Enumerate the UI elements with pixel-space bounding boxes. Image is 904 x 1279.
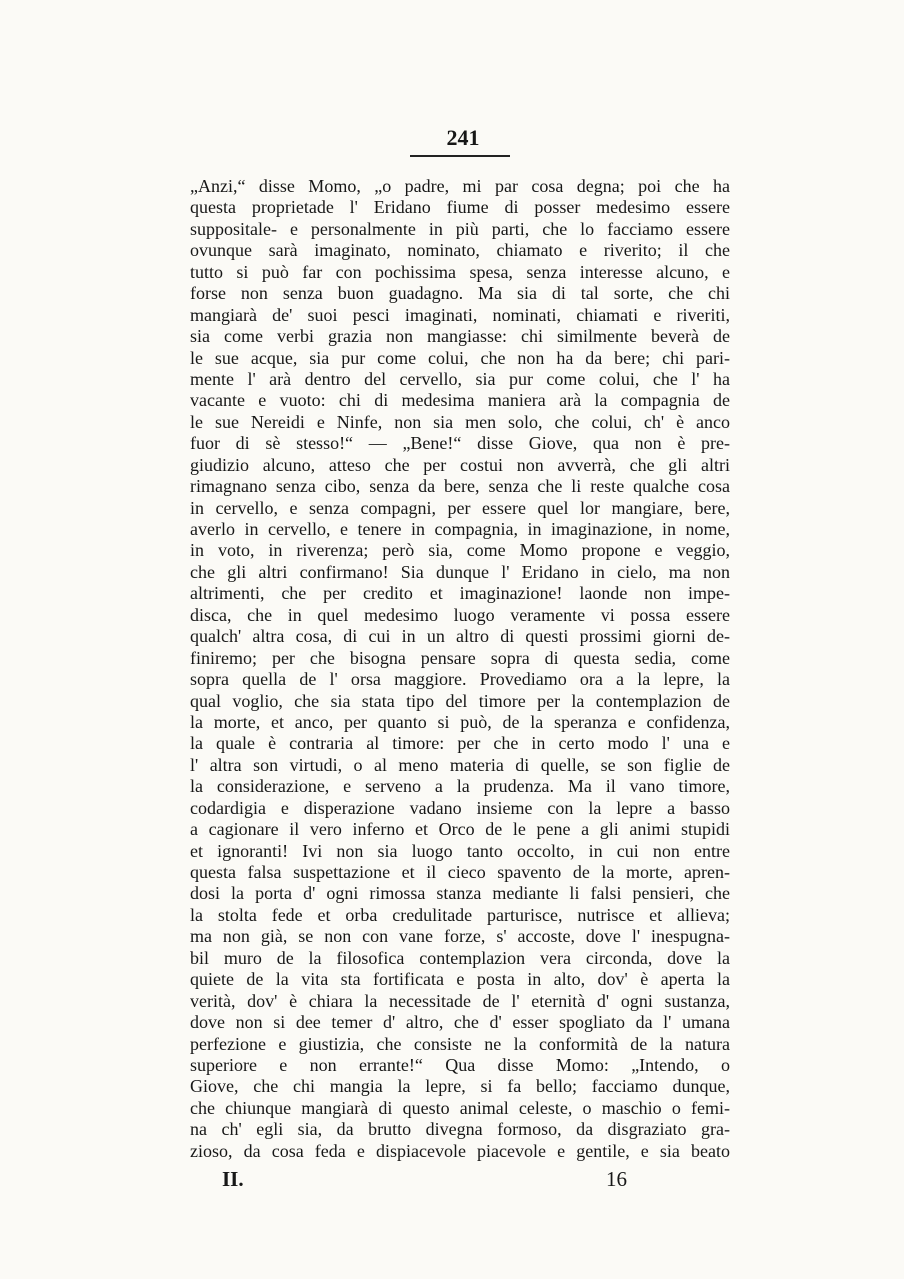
page-number: 241 [446, 125, 480, 150]
text-line: averlo in cervello, e tenere in compagnia, in imaginazione, in nome, [190, 519, 730, 539]
text-line: codardigia e disperazione vadano insieme con la lepre a basso [190, 797, 730, 818]
text-line: „Anzi,“ disse Momo, „o padre, mi par cosa degna; poi che ha [190, 176, 730, 196]
text-line: altrimenti, che per credito et imaginazione! laonde non impe- [190, 583, 730, 604]
text-line: Giove, che chi mangia la lepre, si fa bello; facciamo dunque, [190, 1076, 730, 1097]
text-line: che chiunque mangiarà di questo animal celeste, o maschio o femi- [190, 1097, 730, 1118]
text-line: che gli altri confirmano! Sia dunque l' Eridano in cielo, ma non [190, 561, 730, 582]
text-line: le sue acque, sia pur come colui, che non ha da bere; chi pari- [190, 347, 730, 368]
text-line: quiete de la vita sta fortificata e posta in alto, dov' è aperta la [190, 969, 730, 990]
text-line: verità, dov' è chiara la necessitade de l' eternità d' ogni sustanza, [190, 990, 730, 1011]
text-line: bil muro de la filosofica contemplazion vera circonda, dove la [190, 947, 730, 968]
text-line: le sue Nereidi e Ninfe, non sia men solo, che colui, ch' è anco [190, 411, 730, 432]
text-line: la quale è contraria al timore: per che in certo modo l' una e [190, 733, 730, 754]
text-line: ovunque sarà imaginato, nominato, chiamato e riverito; il che [190, 240, 730, 261]
text-line: sopra quella de l' orsa maggiore. Provediamo ora a la lepre, la [190, 669, 730, 690]
text-line: qualch' altra cosa, di cui in un altro di questi prossimi giorni de- [190, 626, 730, 647]
text-line: perfezione e giustizia, che consiste ne la conformità de la natura [190, 1033, 730, 1054]
text-line: tutto si può far con pochissima spesa, senza interesse alcuno, e [190, 261, 730, 282]
body-text [190, 176, 730, 1162]
text-line: qual voglio, che sia stata tipo del timore per la contemplazion de [190, 690, 730, 711]
text-line: finiremo; per che bisogna pensare sopra di questa sedia, come [190, 647, 730, 668]
text-line: et ignoranti! Ivi non sia luogo tanto occolto, in cui non entre [190, 840, 730, 861]
text-line: zioso, da cosa feda e dispiacevole piacevole e gentile, e sia beato [190, 1140, 730, 1161]
text-line: questa proprietade l' Eridano fiume di posser medesimo essere [190, 197, 730, 218]
text-line: giudizio alcuno, atteso che per costui non avverrà, che gli altri [190, 454, 730, 475]
text-line: vacante e vuoto: chi di medesima maniera arà la compagnia de [190, 390, 730, 411]
text-line: l' altra son virtudi, o al meno materia di quelle, se son figlie de [190, 754, 730, 775]
text-line: forse non senza buon guadagno. Ma sia di tal sorte, che chi [190, 283, 730, 304]
text-line: la stolta fede et orba credulitade parturisce, nutrisce et allieva; [190, 904, 730, 925]
text-line: superiore e non errante!“ Qua disse Momo: „Intendo, o [190, 1054, 730, 1075]
text-line: a cagionare il vero inferno et Orco de le pene a gli animi stupidi [190, 819, 730, 840]
text-line: suppositale- e personalmente in più parti, che lo facciamo essere [190, 218, 730, 239]
text-line: fuor di sè stesso!“ — „Bene!“ disse Giove, qua non è pre- [190, 433, 730, 454]
text-line: mangiarà de' suoi pesci imaginati, nominati, chiamati e riveriti, [190, 304, 730, 325]
text-line: sia come verbi grazia non mangiasse: chi similmente beverà de [190, 326, 730, 347]
volume-number: II. [222, 1167, 244, 1191]
text-line: dosi la porta d' ogni rimossa stanza mediante li falsi pensieri, che [190, 883, 730, 904]
text-line: na ch' egli sia, da brutto divegna formoso, da disgraziato gra- [190, 1119, 730, 1140]
text-line: mente l' arà dentro del cervello, sia pur come colui, che l' ha [190, 368, 730, 389]
text-line: disca, che in quel medesimo luogo veramente vi possa essere [190, 604, 730, 625]
text-line: in voto, in riverenza; però sia, come Momo propone e veggio, [190, 540, 730, 561]
text-line: questa falsa suspettazione et il cieco spavento de la morte, apren- [190, 862, 730, 882]
text-line: dove non si dee temer d' altro, che d' esser spogliato da l' umana [190, 1012, 730, 1033]
text-line: ma non già, se non con vane forze, s' accoste, dove l' inespugna- [190, 926, 730, 947]
text-line: la considerazione, e serveno a la prudenza. Ma il vano timore, [190, 776, 730, 797]
text-line: la morte, et anco, per quanto si può, de la speranza e confidenza, [190, 711, 730, 732]
header-rule [410, 155, 510, 157]
text-line: in cervello, e senza compagni, per essere quel lor mangiare, bere, [190, 497, 730, 518]
text-line: rimagnano senza cibo, senza da bere, senza che li reste qualche cosa [190, 476, 730, 497]
signature-mark: 16 [606, 1167, 627, 1191]
